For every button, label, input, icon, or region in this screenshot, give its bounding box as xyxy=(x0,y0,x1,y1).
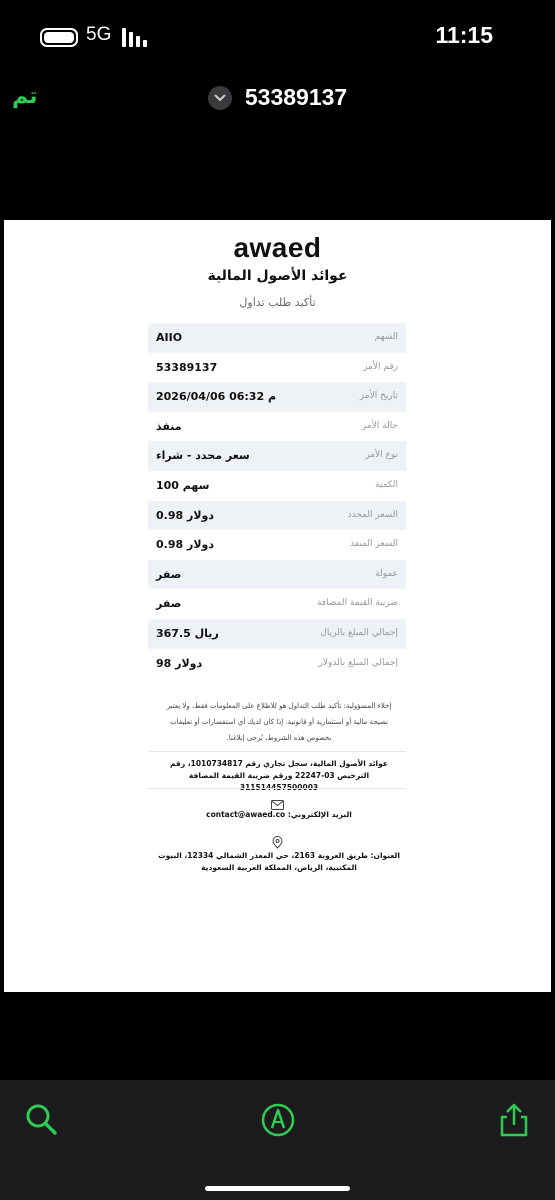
document-subtitle: تأكيد طلب تداول xyxy=(239,296,316,309)
divider xyxy=(148,788,406,789)
row-label: عمولة xyxy=(375,568,398,579)
status-bar xyxy=(0,0,555,70)
status-time: 11:15 xyxy=(435,22,493,48)
row-label: نوع الأمر xyxy=(365,450,398,461)
divider xyxy=(148,751,406,752)
table-row xyxy=(148,560,406,590)
table-row xyxy=(148,353,406,383)
row-label: السهم xyxy=(374,332,398,342)
table-row xyxy=(148,441,406,471)
row-value: 53389137 xyxy=(156,360,218,374)
nav-title[interactable] xyxy=(0,84,555,111)
table-row xyxy=(148,323,406,353)
search-icon xyxy=(22,1125,62,1144)
battery-icon xyxy=(40,28,78,47)
bottom-toolbar xyxy=(0,1080,555,1200)
row-label: إجمالي المبلغ بالدولار xyxy=(318,657,398,668)
table-row xyxy=(148,589,406,619)
row-label: حالة الأمر xyxy=(361,420,398,431)
disclaimer-text: إخلاء المسؤولية: تأكيد طلب التداول هو للاطلاع على المعلومات فقط، ولا يعتبر نصيحة مالية أو استثمارية أو قانونية. إذا كان لديك أي استفسارات أو تعليقات بخصوص هذه الشروط، يُرجى إبلاغنا. xyxy=(166,702,392,742)
row-label: ضريبة القيمة المضافة xyxy=(316,598,398,609)
row-label: رقم الأمر xyxy=(363,361,398,372)
row-value: 0.98 دولار xyxy=(156,538,214,552)
network-type: 5G xyxy=(86,24,112,45)
table-row xyxy=(148,619,406,649)
logo-text: awaed xyxy=(233,232,322,263)
address-text: العنوان: طريق العروبة 2163، حي المعذر الشمالي 12334، البيوت المكتبية، الرياض، المملكة العربية السعودية xyxy=(158,851,400,872)
search-button[interactable] xyxy=(22,1100,62,1140)
share-icon xyxy=(494,1125,534,1144)
row-value: 2026/04/06 06:32 م xyxy=(156,390,277,404)
markup-icon xyxy=(258,1125,298,1144)
row-value: صفر xyxy=(156,567,182,581)
row-label: تاريخ الأمر xyxy=(359,391,398,402)
row-value: 0.98 دولار xyxy=(156,508,214,522)
table-row xyxy=(148,412,406,442)
row-value: 100 سهم xyxy=(156,478,210,492)
contact-email: البريد الإلكتروني: contact@awaed.co xyxy=(206,810,352,819)
document-title: 53389137 xyxy=(244,84,348,110)
table-row xyxy=(148,530,406,560)
row-label: السعر المحدد xyxy=(347,509,398,520)
table-row xyxy=(148,382,406,412)
registration-info: عوائد الأصول المالية، سجل تجاري رقم 1010734817، رقم الترخيص 03-22247 ورقم ضريبة القيمة المضافة xyxy=(170,759,388,780)
row-label: إجمالي المبلغ بالريال xyxy=(320,627,398,638)
row-label: السعر المنفذ xyxy=(350,539,398,550)
order-details-table xyxy=(148,323,406,678)
company-logo xyxy=(4,232,551,264)
chevron-down-icon[interactable] xyxy=(208,86,232,110)
document-page xyxy=(4,220,551,992)
row-value: صفر xyxy=(156,597,182,611)
table-row xyxy=(148,501,406,531)
nav-bar xyxy=(0,80,555,120)
row-value: AIIO xyxy=(156,331,183,344)
markup-button[interactable] xyxy=(258,1100,298,1140)
table-row xyxy=(148,649,406,679)
table-row xyxy=(148,471,406,501)
row-value: 98 دولار xyxy=(156,656,203,670)
company-name: عوائد الأصول المالية xyxy=(207,268,348,284)
signal-icon xyxy=(122,28,152,47)
row-value: سعر محدد - شراء xyxy=(156,449,250,463)
row-label: الكمية xyxy=(375,479,398,490)
row-value: منفذ xyxy=(156,419,182,433)
home-indicator xyxy=(205,1186,350,1191)
done-button[interactable]: تم xyxy=(12,84,38,109)
row-value: 367.5 ريال xyxy=(156,626,219,640)
share-button[interactable] xyxy=(494,1100,534,1140)
